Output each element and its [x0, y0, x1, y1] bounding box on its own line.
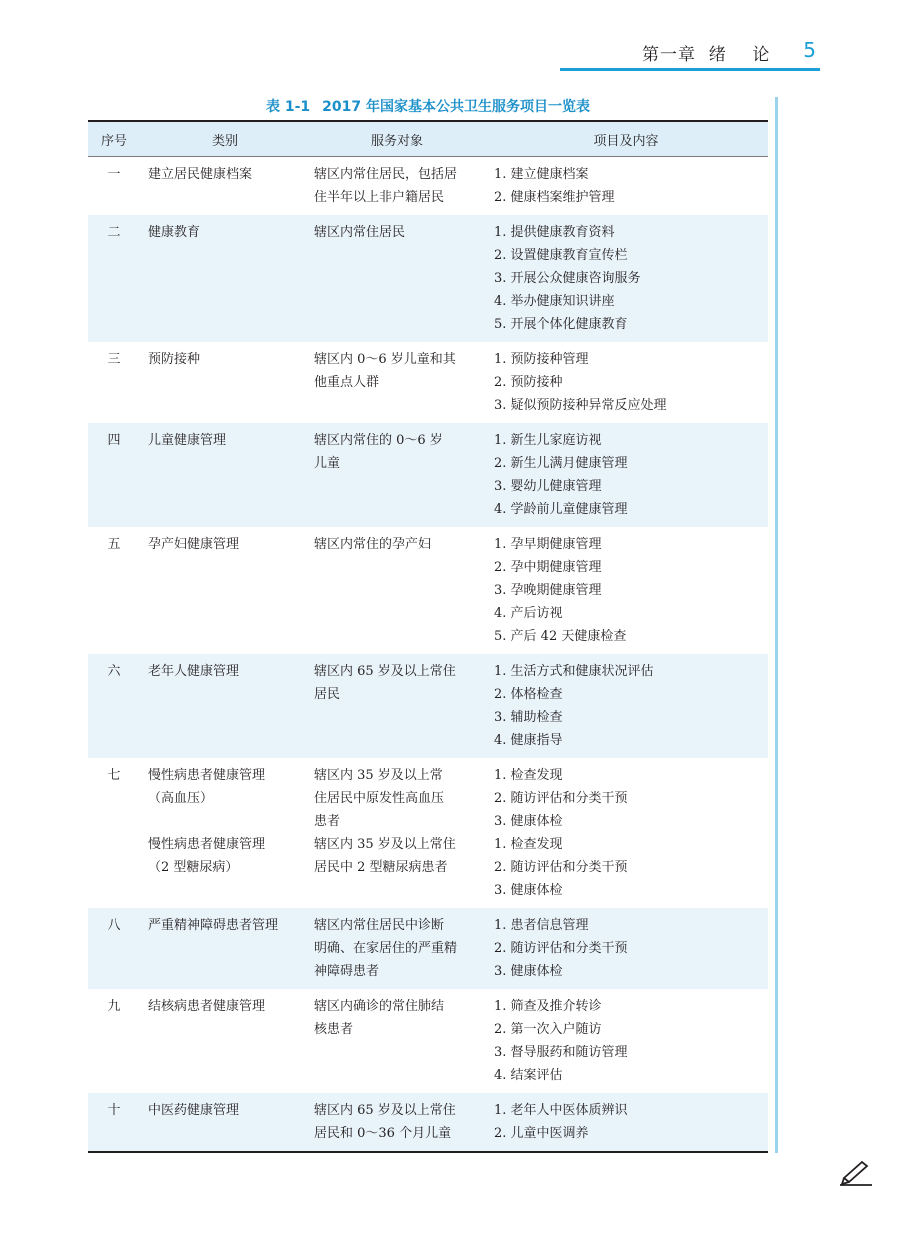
target-line: 辖区内常住的 0～6 岁 [314, 433, 443, 448]
service-item: 4. 举办健康知识讲座 [494, 294, 615, 309]
target-line: 辖区内常住居民 [314, 225, 406, 240]
table-row [88, 908, 768, 989]
row-category [140, 342, 310, 423]
row-number: 八 [107, 918, 121, 933]
category-line: 中医药健康管理 [148, 1103, 240, 1118]
col-header-items: 项目及内容 [593, 133, 659, 149]
category-line: 预防接种 [148, 352, 201, 367]
service-item: 3. 孕晚期健康管理 [494, 583, 602, 598]
row-items [484, 908, 764, 989]
row-category [140, 157, 310, 215]
service-item: 4. 健康指导 [494, 733, 563, 748]
row-target [310, 989, 484, 1093]
category-line: 结核病患者健康管理 [148, 999, 266, 1014]
row-number: 四 [107, 433, 121, 448]
row-category [140, 758, 310, 908]
target-line: 儿童 [314, 456, 341, 471]
target-line: 患者 [314, 814, 341, 829]
table-row [88, 758, 768, 908]
row-items [484, 758, 764, 908]
row-items [484, 989, 764, 1093]
row-target [310, 908, 484, 989]
col-header-target: 服务对象 [370, 133, 423, 149]
row-category [140, 908, 310, 989]
row-target [310, 157, 484, 215]
table-row [88, 215, 768, 342]
table-row [88, 527, 768, 654]
table-row [88, 989, 768, 1093]
service-item: 1. 预防接种管理 [494, 352, 589, 367]
chapter-title: 第一章 绪 论 [642, 45, 771, 65]
row-number: 五 [107, 537, 121, 552]
side-rule [775, 97, 778, 1153]
service-item: 2. 第一次入户随访 [494, 1022, 602, 1037]
category-line: 健康教育 [148, 225, 201, 240]
row-number: 六 [107, 664, 121, 679]
table-row [88, 342, 768, 423]
category-line: 慢性病患者健康管理 [148, 768, 266, 783]
service-item: 3. 疑似预防接种异常反应处理 [494, 398, 667, 413]
table-row [88, 654, 768, 758]
row-items [484, 527, 764, 654]
category-line: 严重精神障碍患者管理 [148, 918, 279, 933]
service-item: 5. 产后 42 天健康检查 [494, 629, 627, 644]
category-line: 孕产妇健康管理 [148, 537, 240, 552]
service-item: 3. 健康体检 [494, 964, 563, 979]
service-item: 2. 孕中期健康管理 [494, 560, 602, 575]
service-item: 2. 随访评估和分类干预 [494, 941, 628, 956]
target-line: 辖区内 65 岁及以上常住 [314, 664, 456, 679]
target-line: 辖区内常住居民中诊断 [314, 918, 445, 933]
target-line: 住半年以上非户籍居民 [314, 190, 445, 205]
service-item: 3. 健康体检 [494, 814, 563, 829]
row-target [310, 215, 484, 342]
col-header-category: 类别 [211, 133, 238, 149]
service-item: 2. 随访评估和分类干预 [494, 860, 628, 875]
caption-label: 表 1-1 [265, 99, 311, 115]
target-line: 辖区内确诊的常住肺结 [314, 999, 445, 1014]
category-line: 慢性病患者健康管理 [148, 837, 266, 852]
row-target [310, 1093, 484, 1151]
service-item: 1. 生活方式和健康状况评估 [494, 664, 654, 679]
table-body [88, 157, 768, 1151]
service-item: 1. 建立健康档案 [494, 167, 589, 182]
row-category [140, 215, 310, 342]
row-number: 九 [107, 999, 121, 1014]
target-line: 核患者 [314, 1022, 354, 1037]
service-item: 3. 督导服药和随访管理 [494, 1045, 628, 1060]
table-row [88, 1093, 768, 1151]
target-line: 神障碍患者 [314, 964, 380, 979]
service-item: 2. 设置健康教育宣传栏 [494, 248, 628, 263]
target-line: 住居民中原发性高血压 [314, 791, 445, 806]
row-target [310, 423, 484, 527]
row-target [310, 527, 484, 654]
service-item: 4. 产后访视 [494, 606, 563, 621]
page-header [560, 40, 822, 66]
row-number: 七 [107, 768, 121, 783]
row-category [140, 1093, 310, 1151]
col-header-no: 序号 [100, 133, 127, 149]
service-item: 3. 辅助检查 [494, 710, 563, 725]
table-header [88, 122, 768, 157]
row-category [140, 527, 310, 654]
service-item: 2. 儿童中医调养 [494, 1126, 589, 1141]
row-items [484, 215, 764, 342]
service-item: 1. 检查发现 [494, 768, 563, 783]
target-line: 辖区内常住的孕产妇 [314, 537, 432, 552]
row-items [484, 342, 764, 423]
service-table [88, 120, 768, 1153]
row-number: 十 [107, 1103, 121, 1118]
service-item: 1. 老年人中医体质辨识 [494, 1103, 628, 1118]
page-number: 5 [803, 38, 816, 62]
row-category [140, 423, 310, 527]
row-target [310, 342, 484, 423]
row-items [484, 423, 764, 527]
service-item: 1. 筛查及推介转诊 [494, 999, 602, 1014]
target-line: 居民和 0～36 个月儿童 [314, 1126, 452, 1141]
service-item: 2. 体格检查 [494, 687, 563, 702]
service-item: 1. 新生儿家庭访视 [494, 433, 602, 448]
target-line: 居民 [314, 687, 341, 702]
category-line: （2 型糖尿病） [148, 860, 239, 875]
row-items [484, 654, 764, 758]
row-category [140, 989, 310, 1093]
target-line: 居民中 2 型糖尿病患者 [314, 860, 448, 875]
service-item: 2. 预防接种 [494, 375, 563, 390]
service-item: 1. 患者信息管理 [494, 918, 589, 933]
target-line: 辖区内 65 岁及以上常住 [314, 1103, 456, 1118]
service-item: 4. 学龄前儿童健康管理 [494, 502, 628, 517]
service-item: 5. 开展个体化健康教育 [494, 317, 628, 332]
pen-note-icon [838, 1158, 874, 1186]
service-item: 1. 孕早期健康管理 [494, 537, 602, 552]
target-line: 辖区内 35 岁及以上常住 [314, 837, 456, 852]
service-item: 2. 随访评估和分类干预 [494, 791, 628, 806]
service-item: 3. 健康体检 [494, 883, 563, 898]
category-line: （高血压） [148, 791, 214, 806]
target-line: 明确、在家居住的严重精 [314, 941, 458, 956]
service-item: 1. 提供健康教育资料 [494, 225, 615, 240]
row-number: 二 [107, 225, 121, 240]
table-caption [88, 96, 768, 116]
target-line: 辖区内常住居民，包括居 [314, 167, 458, 182]
target-line: 辖区内 35 岁及以上常 [314, 768, 443, 783]
row-items [484, 1093, 764, 1151]
target-line: 辖区内 0～6 岁儿童和其 [314, 352, 456, 367]
service-item: 4. 结案评估 [494, 1068, 563, 1083]
category-line: 老年人健康管理 [148, 664, 240, 679]
header-rule [560, 68, 820, 71]
category-line: 建立居民健康档案 [148, 167, 253, 182]
row-target [310, 654, 484, 758]
table-row [88, 157, 768, 215]
table-row [88, 423, 768, 527]
row-number: 三 [107, 352, 121, 367]
service-item: 2. 健康档案维护管理 [494, 190, 615, 205]
category-line: 儿童健康管理 [148, 433, 227, 448]
service-item: 2. 新生儿满月健康管理 [494, 456, 628, 471]
service-item: 3. 开展公众健康咨询服务 [494, 271, 641, 286]
row-items [484, 157, 764, 215]
target-line: 他重点人群 [314, 375, 380, 390]
caption-title: 2017 年国家基本公共卫生服务项目一览表 [322, 99, 590, 115]
row-target [310, 758, 484, 908]
service-item: 1. 检查发现 [494, 837, 563, 852]
service-item: 3. 婴幼儿健康管理 [494, 479, 602, 494]
row-number: 一 [107, 167, 121, 182]
row-category [140, 654, 310, 758]
